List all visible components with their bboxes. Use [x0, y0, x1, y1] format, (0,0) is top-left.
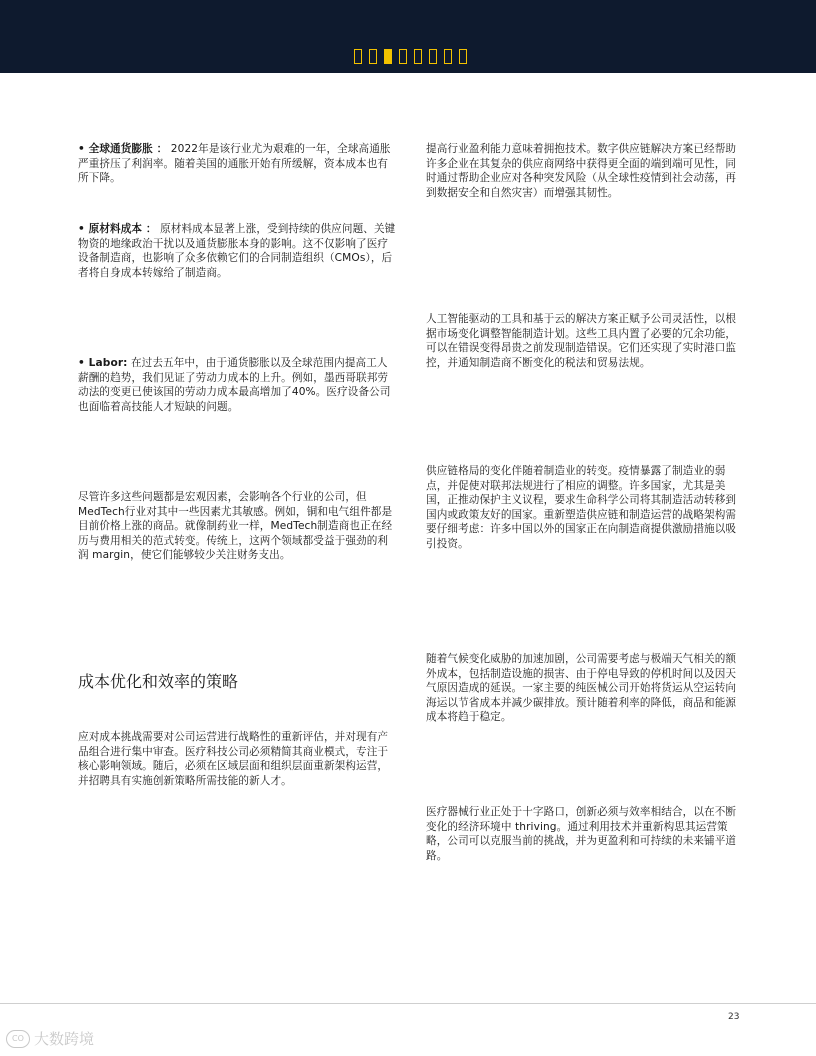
watermark-logo-icon: CO — [6, 1030, 30, 1048]
header-glyph — [459, 49, 467, 64]
right-paragraph-conclusion-text: 医疗器械行业正处于十字路口，创新必须与效率相结合，以在不断变化的经济环境中 thriving。通过利用技术并重新构思其运营策略，公司可以克服当前的挑战，并为更盈利和可持续的未来铺平道路。 — [426, 806, 737, 862]
header-glyph — [369, 49, 377, 64]
right-paragraph-ai-tools — [426, 312, 744, 370]
right-paragraph-climate — [426, 652, 744, 725]
bullet-inflation-lead: • 全球通货膨胀 ： — [78, 143, 168, 155]
bullet-inflation — [78, 142, 398, 186]
watermark-text: 大数跨境 — [34, 1030, 95, 1048]
watermark — [6, 1028, 94, 1049]
right-paragraph-conclusion — [426, 805, 744, 863]
header-bar — [0, 0, 816, 73]
section-heading: 成本优化和效率的策略 — [78, 672, 239, 691]
strategy-paragraph — [78, 730, 398, 788]
bullet-labor-lead: • Labor: — [78, 357, 128, 369]
right-paragraph-technology — [426, 142, 744, 200]
header-glyph-filled — [384, 49, 392, 64]
right-paragraph-technology-text: 提高行业盈利能力意味着拥抱技术。数字供应链解决方案已经帮助许多企业在其复杂的供应商网络中获得更全面的端到端可见性，同时通过帮助企业应对各种突发风险（从全球性疫情到社会动荡，再到数据安全和自然灾害）而增强其韧性。 — [426, 143, 737, 199]
header-glyph — [399, 49, 407, 64]
bullet-inflation-text: 2022年是该行业尤为艰难的一年，全球高通胀严重挤压了利润率。随着美国的通胀开始有所缓解，资本成本也有所下降。 — [78, 143, 391, 185]
header-glyph — [414, 49, 422, 64]
right-paragraph-ai-tools-text: 人工智能驱动的工具和基于云的解决方案正赋予公司灵活性，以根据市场变化调整智能制造计划。这些工具内置了必要的冗余功能，可以在错误变得昂贵之前发现制造错误。它们还实现了实时港口监控，并通知制造商不断变化的税法和贸易法规。 — [426, 313, 737, 369]
header-glyph-row — [354, 47, 467, 65]
right-paragraph-supply-chain — [426, 464, 744, 552]
header-glyph — [354, 49, 362, 64]
bullet-raw-materials-text: 原材料成本显著上涨，受到持续的供应问题、关键物资的地缘政治干扰以及通货膨胀本身的影响。这不仅影响了医疗设备制造商，也影响了众多依赖它们的合同制造组织（CMOs），后者将自身成本转嫁给了制造商。 — [78, 223, 396, 279]
strategy-paragraph-text: 应对成本挑战需要对公司运营进行战略性的重新评估，并对现有产品组合进行集中审查。医疗科技公司必须精简其商业模式，专注于核心影响领域。随后，必须在区域层面和组织层面重新架构运营，并招聘具有实施创新策略所需技能的新人才。 — [78, 731, 389, 787]
bullet-raw-materials — [78, 222, 398, 280]
bullet-labor-text: 在过去五年中，由于通货膨胀以及全球范围内提高工人薪酬的趋势，我们见证了劳动力成本的上升。例如，墨西哥联邦劳动法的变更已使该国的劳动力成本最高增加了40%。医疗设备公司也面临着高技能人才短缺的问题。 — [78, 357, 391, 413]
macro-paragraph-text: 尽管许多这些问题都是宏观因素，会影响各个行业的公司，但MedTech行业对其中一些因素尤其敏感。例如，铜和电气组件都是目前价格上涨的商品。就像制药业一样，MedTech制造商也正在经历与费用相关的范式转变。传统上，这两个领域都受益于强劲的利润 margin，使它们能够较少关注财务支出。 — [78, 491, 393, 562]
footer-divider — [0, 1003, 816, 1004]
header-glyph — [444, 49, 452, 64]
header-glyph — [429, 49, 437, 64]
bullet-labor — [78, 356, 398, 414]
right-paragraph-supply-chain-text: 供应链格局的变化伴随着制造业的转变。疫情暴露了制造业的弱点，并促使对联邦法规进行了相应的调整。许多国家，尤其是美国，正推动保护主义议程，要求生命科学公司将其制造活动转移到国内或政策友好的国家。重新塑造供应链和制造运营的战略架构需要仔细考虑：许多中国以外的国家正在向制造商提供激励措施以吸引投资。 — [426, 465, 737, 550]
right-paragraph-climate-text: 随着气候变化威胁的加速加剧，公司需要考虑与极端天气相关的额外成本，包括制造设施的损害、由于停电导致的停机时间以及因天气原因造成的延误。一家主要的纯医械公司开始将货运从空运转向海运以节省成本并减少碳排放。预计随着利率的降低，商品和能源成本将趋于稳定。 — [426, 653, 737, 724]
page-number: 23 — [728, 1012, 740, 1022]
macro-paragraph — [78, 490, 398, 563]
bullet-raw-materials-lead: • 原材料成本 ： — [78, 223, 157, 235]
